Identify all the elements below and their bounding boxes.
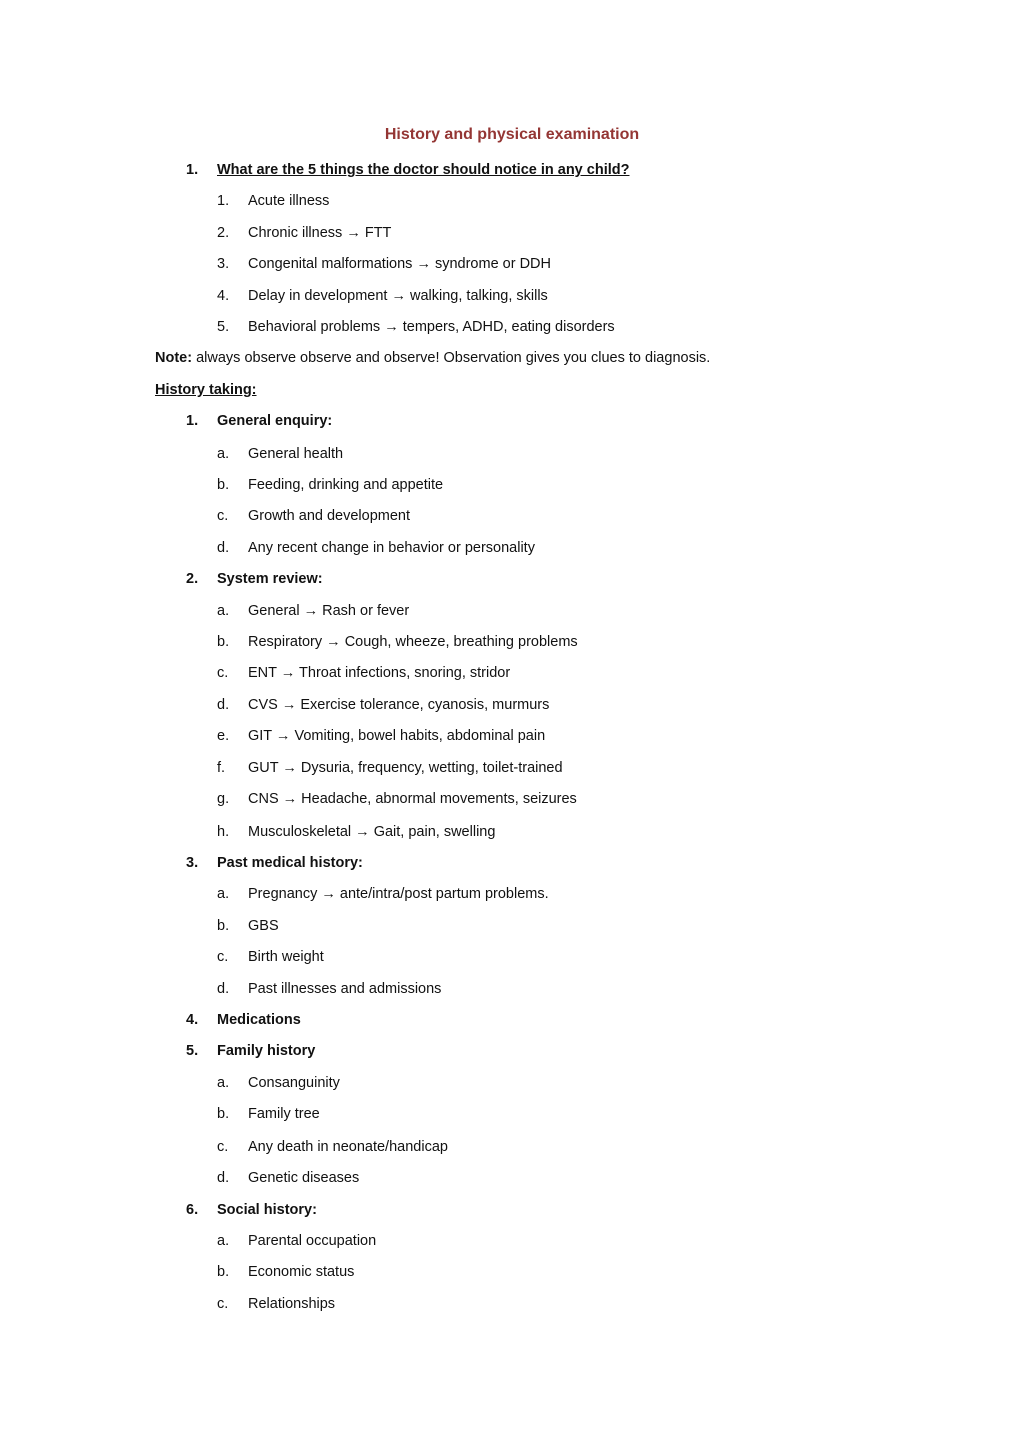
item-text: Genetic diseases (248, 1170, 360, 1186)
list-item (0, 978, 1024, 1000)
note-label: Note: (155, 350, 193, 366)
list-item (0, 946, 1024, 968)
history-heading: History taking: (155, 382, 257, 398)
item-letter: h. (217, 824, 230, 840)
item-text: Congenital malformations → syndrome or DDH (248, 256, 551, 272)
section-number: 3. (186, 855, 199, 871)
item-text: Behavioral problems → tempers, ADHD, eating disorders (248, 319, 615, 335)
item-letter: b. (217, 634, 230, 650)
section-number: 5. (186, 1043, 199, 1059)
item-letter: a. (217, 886, 230, 902)
item-letter: d. (217, 1170, 230, 1186)
item-number: 3. (217, 256, 230, 272)
item-text: GUT → Dysuria, frequency, wetting, toilet-trained (248, 760, 563, 776)
list-item (0, 1261, 1024, 1283)
list-item (0, 190, 1024, 212)
list-item (0, 253, 1024, 275)
section-title: Past medical history: (217, 855, 363, 871)
section-number: 6. (186, 1202, 199, 1218)
note-text: always observe observe and observe! Observation gives you clues to diagnosis. (192, 350, 711, 366)
section-title: System review: (217, 571, 323, 587)
item-text: GIT → Vomiting, bowel habits, abdominal pain (248, 728, 546, 744)
item-text: Consanguinity (248, 1075, 340, 1091)
list-item (0, 600, 1024, 622)
list-item (0, 694, 1024, 716)
list-item (0, 1103, 1024, 1125)
item-text: CNS → Headache, abnormal movements, seizures (248, 791, 577, 807)
list-item (0, 1293, 1024, 1315)
list-item (0, 316, 1024, 338)
item-letter: d. (217, 697, 230, 713)
item-letter: a. (217, 603, 230, 619)
list-item (0, 537, 1024, 559)
list-item (0, 285, 1024, 307)
item-number: 4. (217, 288, 230, 304)
item-number: 5. (217, 319, 230, 335)
list-item (0, 1167, 1024, 1189)
list-item (0, 474, 1024, 496)
list-item (0, 505, 1024, 527)
item-text: Parental occupation (248, 1233, 377, 1249)
item-letter: b. (217, 1106, 230, 1122)
list-item (0, 883, 1024, 905)
item-text: Acute illness (248, 193, 330, 209)
list-item (0, 788, 1024, 810)
item-text: Pregnancy → ante/intra/post partum problems. (248, 886, 549, 902)
item-text: Feeding, drinking and appetite (248, 477, 444, 493)
item-letter: b. (217, 477, 230, 493)
list-item (0, 1136, 1024, 1158)
list-item (0, 757, 1024, 779)
item-text: Birth weight (248, 949, 324, 965)
question-line (0, 159, 1024, 181)
section-heading (155, 379, 257, 401)
list-item (0, 821, 1024, 843)
section-title-line (0, 1040, 1024, 1062)
section-title-line (0, 1199, 1024, 1221)
section-title: General enquiry: (217, 413, 333, 429)
item-text: Past illnesses and admissions (248, 981, 442, 997)
item-text: Relationships (248, 1296, 336, 1312)
item-letter: b. (217, 1264, 230, 1280)
item-text: Musculoskeletal → Gait, pain, swelling (248, 824, 496, 840)
section-number: 1. (186, 413, 199, 429)
item-number: 2. (217, 225, 230, 241)
item-text: General → Rash or fever (248, 603, 410, 619)
item-text: Any recent change in behavior or personality (248, 540, 535, 556)
item-letter: c. (217, 1296, 229, 1312)
list-item (0, 1230, 1024, 1252)
item-letter: d. (217, 981, 230, 997)
list-item (0, 662, 1024, 684)
item-text: CVS → Exercise tolerance, cyanosis, murmurs (248, 697, 550, 713)
section-title-line (0, 1009, 1024, 1031)
item-letter: c. (217, 1139, 229, 1155)
item-letter: c. (217, 949, 229, 965)
item-letter: a. (217, 446, 230, 462)
item-text: Chronic illness → FTT (248, 225, 392, 241)
list-item (0, 443, 1024, 465)
item-text: Delay in development → walking, talking, skills (248, 288, 548, 304)
item-text: General health (248, 446, 344, 462)
item-letter: a. (217, 1075, 230, 1091)
note-line (155, 347, 1015, 369)
list-item (0, 631, 1024, 653)
item-letter: c. (217, 665, 229, 681)
section-title-line (0, 410, 1024, 432)
section-title-line (0, 568, 1024, 590)
item-text: Economic status (248, 1264, 355, 1280)
item-letter: e. (217, 728, 230, 744)
list-item (0, 1072, 1024, 1094)
section-number: 4. (186, 1012, 199, 1028)
item-letter: f. (217, 760, 226, 776)
section-title-line (0, 852, 1024, 874)
item-text: Respiratory → Cough, wheeze, breathing problems (248, 634, 578, 650)
section-title: Family history (217, 1043, 316, 1059)
item-letter: c. (217, 508, 229, 524)
item-letter: g. (217, 791, 230, 807)
list-item (0, 915, 1024, 937)
section-title: Social history: (217, 1202, 317, 1218)
item-text: Growth and development (248, 508, 411, 524)
item-text: Family tree (248, 1106, 320, 1122)
item-text: ENT → Throat infections, snoring, stridor (248, 665, 511, 681)
item-number: 1. (217, 193, 230, 209)
section-number: 2. (186, 571, 199, 587)
section-title: Medications (217, 1012, 301, 1028)
item-letter: a. (217, 1233, 230, 1249)
list-item (0, 222, 1024, 244)
item-text: GBS (248, 918, 279, 934)
question-text: What are the 5 things the doctor should notice in any child? (217, 162, 630, 178)
page-title: History and physical examination (384, 126, 640, 143)
question-number: 1. (186, 162, 199, 178)
item-letter: d. (217, 540, 230, 556)
item-letter: b. (217, 918, 230, 934)
list-item (0, 725, 1024, 747)
item-text: Any death in neonate/handicap (248, 1139, 448, 1155)
